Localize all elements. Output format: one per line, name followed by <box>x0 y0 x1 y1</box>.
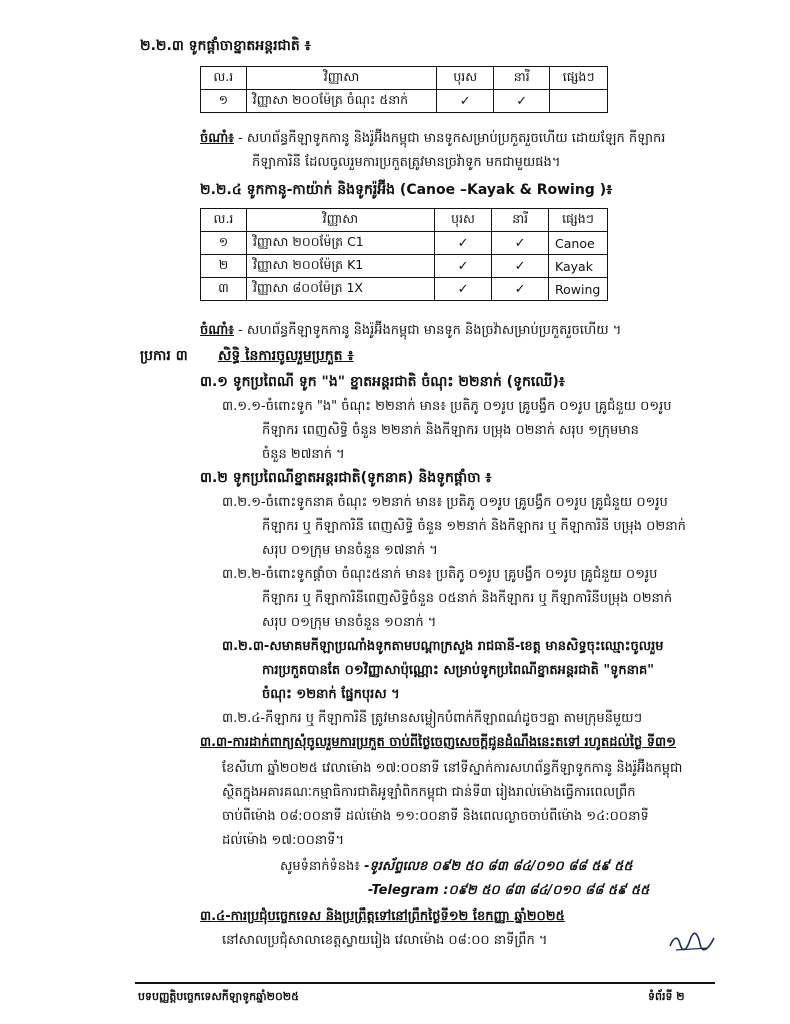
cell-event: វិញ្ញាសា ២០០ម៉ែត្រ C1 <box>246 232 434 255</box>
col-event-header: វិញ្ញាសា <box>246 209 434 232</box>
article-3-label: ប្រការ ៣ <box>140 348 188 364</box>
s3-2-3-line1: ៣.២.៣-សមាគមកីឡាប្រណាំងទូកតាមបណ្ដាក្រសួង រាជធានី-ខេត្ត មានសិទ្ធចុះឈ្មោះចូលរួម <box>222 639 664 654</box>
note-label: ចំណាំ៖ <box>200 131 234 146</box>
s3-3-line3: ស្ថិតក្នុងអគារគណៈកម្មាធិការជាតិអូឡាំពិកកម្ពុជា ជាន់ទី៣ រៀងរាល់ម៉ោងធ្វើការពេលព្រឹក <box>222 785 636 800</box>
col-men-header: បុរស <box>437 67 494 90</box>
footer-title: បទបញ្ញត្តិបច្ចេកទេសកីឡាទូកឆ្នាំ២០២៥ <box>138 990 299 1003</box>
s3-1-line1: ៣.១.១-ចំពោះទូក "ង" ចំណុះ ២២នាក់ មាន៖ ប្រតិភូ ០១រូប គ្រូបង្វឹក ០១រូប គ្រូជំនួយ ០១រូប <box>222 399 672 414</box>
note-label: ចំណាំ៖ <box>200 323 234 338</box>
cell-no: ៣ <box>201 278 247 301</box>
cell-other: Canoe <box>549 232 608 255</box>
table-row <box>201 90 608 113</box>
s3-3-line4: ចាប់ពីម៉ោង ០៨:០០នាទី ដល់ម៉ោង ១១:០០នាទី និងពេលល្ងាចចាប់ពីម៉ោង ១៤:០០នាទី <box>222 809 649 824</box>
s3-1-line2: កីឡាករ ពេញសិទ្ធិ ចំនួន ២២នាក់ និងកីឡាករ បម្រុង ០២នាក់ សរុប ១ក្រុមមាន <box>262 423 639 438</box>
col-other-header: ផ្សេងៗ <box>549 209 608 232</box>
s3-2-3-line3: ចំណុះ ១២នាក់ ផ្នែកបុរស ។ <box>262 687 400 702</box>
s3-4-line1: ៣.៤-ការប្រជុំបច្ចេកទេស និងប្រព្រឹត្តទៅនៅព្រឹកថ្ងៃទី១២ ខែកញ្ញា ឆ្នាំ២០២៥ <box>200 909 565 924</box>
col-no-header: ល.រ <box>201 67 247 90</box>
table-2-2-4 <box>200 208 608 301</box>
s3-2-2-line2: កីឡាករ ឬ កីឡាការិនីពេញសិទ្ធិចំនួន ០៥នាក់ និងកីឡាករ ឬ កីឡាការិនីបម្រុង ០២នាក់ <box>262 591 673 606</box>
s3-2-1-line2: កីឡាករ ឬ កីឡាការិនី ពេញសិទ្ធិ ចំនួន ១២នាក់ និងកីឡាករ ឬ កីឡាការិនី បម្រុង ០២នាក់ <box>262 519 686 534</box>
cell-women-check: ✓ <box>492 255 549 278</box>
table-header-row <box>201 67 608 90</box>
table-header-row <box>201 209 608 232</box>
note-2-2-3-line1 <box>200 130 665 149</box>
cell-women-check: ✓ <box>492 232 549 255</box>
s3-2-1-line3: សរុប ០១ក្រុម មានចំនួន ១៧នាក់ ។ <box>262 543 438 558</box>
section-heading-3-2: ៣.២ ទូកប្រពៃណីខ្នាតអន្តរជាតិ(ទូកនាគ) និងទូកផ្ដាំចា ៖ <box>200 470 492 486</box>
s3-2-1-line1: ៣.២.១-ចំពោះទូកនាគ ចំណុះ ១២នាក់ មាន៖ ប្រតិភូ ០១រូប គ្រូបង្វឹក ០១រូប គ្រូជំនួយ ០១រូប <box>222 495 668 510</box>
cell-men-check: ✓ <box>434 278 491 301</box>
cell-no: ២ <box>201 255 247 278</box>
s3-4-line2: នៅសាលប្រជុំសាលាខេត្តស្វាយរៀង វេលាម៉ោង ០៨:០០ នាទីព្រឹក ។ <box>222 933 548 948</box>
table-row <box>201 255 608 278</box>
cell-women-check: ✓ <box>492 278 549 301</box>
section-heading-2-2-3: ២.២.៣ ទូកផ្ដាំចាខ្នាតអន្តរជាតិ ៖ <box>140 38 311 54</box>
table-2-2-3 <box>200 66 608 113</box>
s3-2-3-line2: ការប្រកួតបានតែ ០១វិញ្ញាសាប៉ុណ្ណោះ សម្រាប់ទូកប្រពៃណីខ្នាតអន្តរជាតិ "ទូកនាគ" <box>262 663 655 678</box>
cell-no: ១ <box>201 90 247 113</box>
telegram-line: -Telegram :០៩២ ៥០ ៨៣ ៨៤/០១០ ៨៨ ៥៩ ៥៥ <box>368 883 650 898</box>
footer-rule <box>135 982 715 984</box>
s3-3-line1: ៣.៣-ការដាក់ពាក្យសុំចូលរួមការប្រកួត ចាប់ពីថ្ងៃចេញសេចក្តីជូនដំណឹងនេះតទៅ រហូតដល់ថ្ងៃ ទី៣១ <box>200 735 676 750</box>
s3-2-2-line3: សរុប ០១ក្រុម មានចំនួន ១០នាក់ ។ <box>262 615 437 630</box>
note-2-2-3-line2: កីឡាការិនី ដែលចូលរួមការប្រកួតត្រូវមានច្រវ៉ាទូក មកជាមួយផង។ <box>252 155 561 170</box>
cell-no: ១ <box>201 232 247 255</box>
cell-other: Rowing <box>549 278 608 301</box>
section-heading-2-2-4: ២.២.៤ ទូកកានូ-កាយ៉ាក់ និងទូករ៉ូអ៊ីង (Canoe –Kayak & Rowing )៖ <box>200 182 613 198</box>
page-number: ទំព័រទី ២ <box>648 990 685 1003</box>
note-text: - សហព័ន្ធកីឡាទូកកានូ និងរ៉ូអ៊ីងកម្ពុជា មានទូកសម្រាប់ប្រកួតរួចហើយ ដោយឡែក កីឡាករ <box>238 131 666 146</box>
cell-other <box>550 90 608 113</box>
note-2-2-4-line1 <box>200 322 621 341</box>
table-row <box>201 278 608 301</box>
s3-2-2-line1: ៣.២.២-ចំពោះទូកផ្ដាំចា ចំណុះ៥នាក់ មាន៖ ប្រតិភូ ០១រូប គ្រូបង្វឹក ០១រូប គ្រូជំនួយ ០១រូប <box>222 567 658 582</box>
contact-label: សូមទំនាក់ទំនង៖ <box>280 859 360 874</box>
col-other-header: ផ្សេងៗ <box>550 67 608 90</box>
col-men-header: បុរស <box>434 209 491 232</box>
article-3-title: សិទ្ធិ នៃការចូលរួមប្រកួត ៖ <box>218 348 354 364</box>
note-text: - សហព័ន្ធកីឡាទូកកានូ និងរ៉ូអ៊ីងកម្ពុជា មានទូក និងច្រវ៉ាសម្រាប់ប្រកួតរួចហើយ ។ <box>238 323 622 338</box>
cell-women-check: ✓ <box>494 90 550 113</box>
contact-phone: -ទូរស័ព្ទលេខ ០៩២ ៥០ ៨៣ ៨៤/០១០ ៨៨ ៥៩ ៥៥ <box>364 859 633 874</box>
cell-men-check: ✓ <box>434 255 491 278</box>
section-heading-3-1: ៣.១ ទូកប្រពៃណី ទូក "ង" ខ្នាតអន្តរជាតិ ចំណុះ ២២នាក់ (ទូកឈើ)៖ <box>200 374 565 390</box>
s3-3-line2: ខែសីហា ឆ្នាំ២០២៥ វេលាម៉ោង ១៧:០០នាទី នៅទីស្នាក់ការសហព័ន្ធកីឡាទូកកានូ និងរ៉ូអ៊ីងកម្ពុជា <box>222 761 683 776</box>
col-women-header: នារី <box>494 67 550 90</box>
col-women-header: នារី <box>492 209 549 232</box>
cell-event: វិញ្ញាសា ៨០០ម៉ែត្រ 1X <box>246 278 434 301</box>
s3-2-4-line1: ៣.២.៤-កីឡាករ ឬ កីឡាការិនី ត្រូវមានសម្លៀកបំពាក់កីឡាពណ៌ដូចៗគ្នា តាមក្រុមនីមួយៗ <box>222 711 643 726</box>
cell-other: Kayak <box>549 255 608 278</box>
table-row <box>201 232 608 255</box>
col-event-header: វិញ្ញាសា <box>246 67 437 90</box>
cell-event: វិញ្ញាសា ២០០ម៉ែត្រ K1 <box>246 255 434 278</box>
s3-3-line5: ដល់ម៉ោង ១៧:០០នាទី។ <box>222 833 345 848</box>
cell-men-check: ✓ <box>437 90 494 113</box>
s3-1-line3: ចំនួន ២៧នាក់ ។ <box>262 447 345 462</box>
cell-men-check: ✓ <box>434 232 491 255</box>
col-no-header: ល.រ <box>201 209 247 232</box>
contact-line <box>280 858 633 877</box>
initials-signature <box>668 932 716 954</box>
cell-event: វិញ្ញាសា ២០០ម៉ែត្រ ចំណុះ ៥នាក់ <box>246 90 437 113</box>
